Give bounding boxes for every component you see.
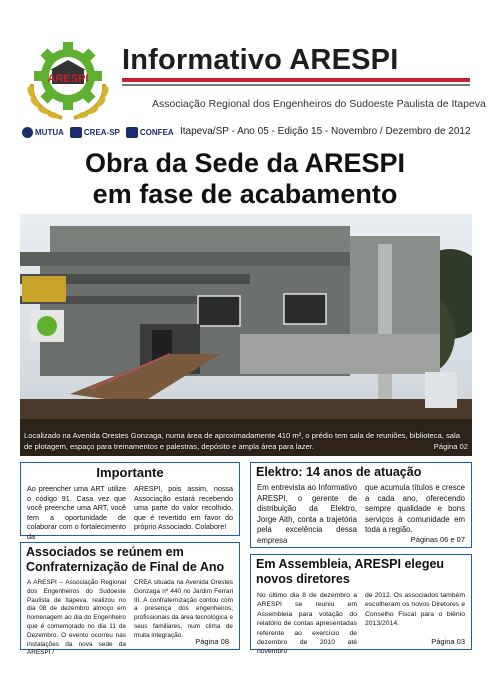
importante-title: Importante (96, 465, 164, 480)
importante-col-2: ARESPI, pois assim, nossa Associação estará recebendo uma parte do valor recolhido, que é revertido em favor do próprio Associado. Colabore! (134, 484, 233, 532)
associados-title-line-2: Confraternização de Final de Ano (26, 560, 225, 574)
associados-col-1: A ARESPI – Associação Regional dos Engenheiros do Sudoeste Paulista de Itapeva, realizou no dia 08 de dezembro almoço em homenagem ao dia do Engenheiro que é comemorado no dia 11 de Dezembro. O evento ocorreu nas instalações da nova sede da ARESPI / (27, 579, 126, 657)
confea-logo-icon (126, 127, 138, 138)
headline (20, 148, 470, 210)
partner-label: MUTUA (35, 127, 64, 137)
partner-confea (126, 127, 174, 138)
assembleia-title (251, 555, 471, 587)
masthead-rule-gray (122, 84, 470, 86)
elektro-box (250, 462, 472, 548)
elektro-col-1: Em entrevista ao Informativo ARESPI, o gerente de distribuição da Elektro, Jorge Aith, conta a trajetória pela excelência dessa empresa (257, 483, 357, 545)
associados-page-ref: Página 08 (195, 637, 229, 646)
assembleia-columns (251, 587, 471, 657)
assembleia-page-ref: Página 03 (431, 637, 465, 646)
photo-caption-text: Localizado na Avenida Orestes Gonzaga, numa área de aproximadamente 410 m², o prédio tem sala de reuniões, biblioteca, sala de plotagem, espaço para treinamentos e palestras, depósito e ampla área para lazer. (24, 431, 460, 451)
associados-title (21, 543, 239, 575)
masthead-subtitle: Associação Regional dos Engenheiros do Sudoeste Paulista de Itapeva (152, 98, 486, 110)
masthead-rule-red (122, 78, 470, 82)
partner-mutua (22, 127, 64, 138)
building-photo-image (20, 214, 472, 456)
headline-line-1: Obra da Sede da ARESPI (84, 148, 406, 178)
building-photo (20, 214, 472, 456)
gear-wreath-logo-icon (22, 40, 114, 122)
logo-text: ARESPI (47, 73, 89, 85)
assembleia-box (250, 554, 472, 656)
partner-label: CONFEA (139, 127, 174, 137)
elektro-page-ref: Páginas 06 e 07 (410, 535, 465, 544)
photo-page-ref: Página 02 (433, 442, 468, 451)
associados-title-line-1: Associados se reúnem em (26, 545, 184, 559)
assembleia-col-2: de 2012. Os associados também escolheram os novos Diretores e Conselho Fiscal para o biênio 2013/2014. (365, 592, 465, 628)
mutua-logo-icon (22, 127, 33, 138)
elektro-title: Elektro: 14 anos de atuação (256, 465, 422, 479)
associados-col-2: CREA situada na Avenida Orestes Gonzaga nº 440 no Jardim Ferrari III. A confraternização contou com a presença dos engenheiros, profissionais da área tecnológica e seus familiares, num clima de muita integração. (134, 579, 233, 639)
masthead-title: Informativo ARESPI (122, 44, 399, 76)
importante-box (20, 462, 240, 541)
partner-logos (22, 125, 174, 139)
arespi-logo (22, 40, 114, 122)
elektro-col-2: que acumula títulos e cresce a cada ano, oferecendo sempre qualidade e bons serviços à comunidade em toda a região. (365, 483, 465, 535)
associados-box (20, 542, 240, 657)
importante-col-1: Ao preencher uma ART utilize o código 91. Casa vez que você preenche uma ART, você tem a oportunidade de colaborar com o fortalecimento da (27, 484, 126, 541)
assembleia-title-line-1: Em Assembleia, ARESPI elegeu (256, 557, 445, 571)
importante-columns (21, 480, 239, 542)
partner-crea (70, 127, 120, 138)
crea-logo-icon (70, 127, 82, 138)
partner-label: CREA-SP (83, 127, 120, 137)
edition-line: Itapeva/SP - Ano 05 - Edição 15 - Novembro / Dezembro de 2012 (180, 126, 471, 137)
photo-caption (24, 430, 468, 452)
assembleia-title-line-2: novos diretores (256, 572, 350, 586)
assembleia-col-1: No último dia 8 de dezembro a ARESPI se reuniu em Assembleia para votação do relatório de contas apresentadas referente ao exercício de dezembro de 2010 até novembro (257, 592, 357, 656)
headline-line-2: em fase de acabamento (92, 179, 398, 209)
